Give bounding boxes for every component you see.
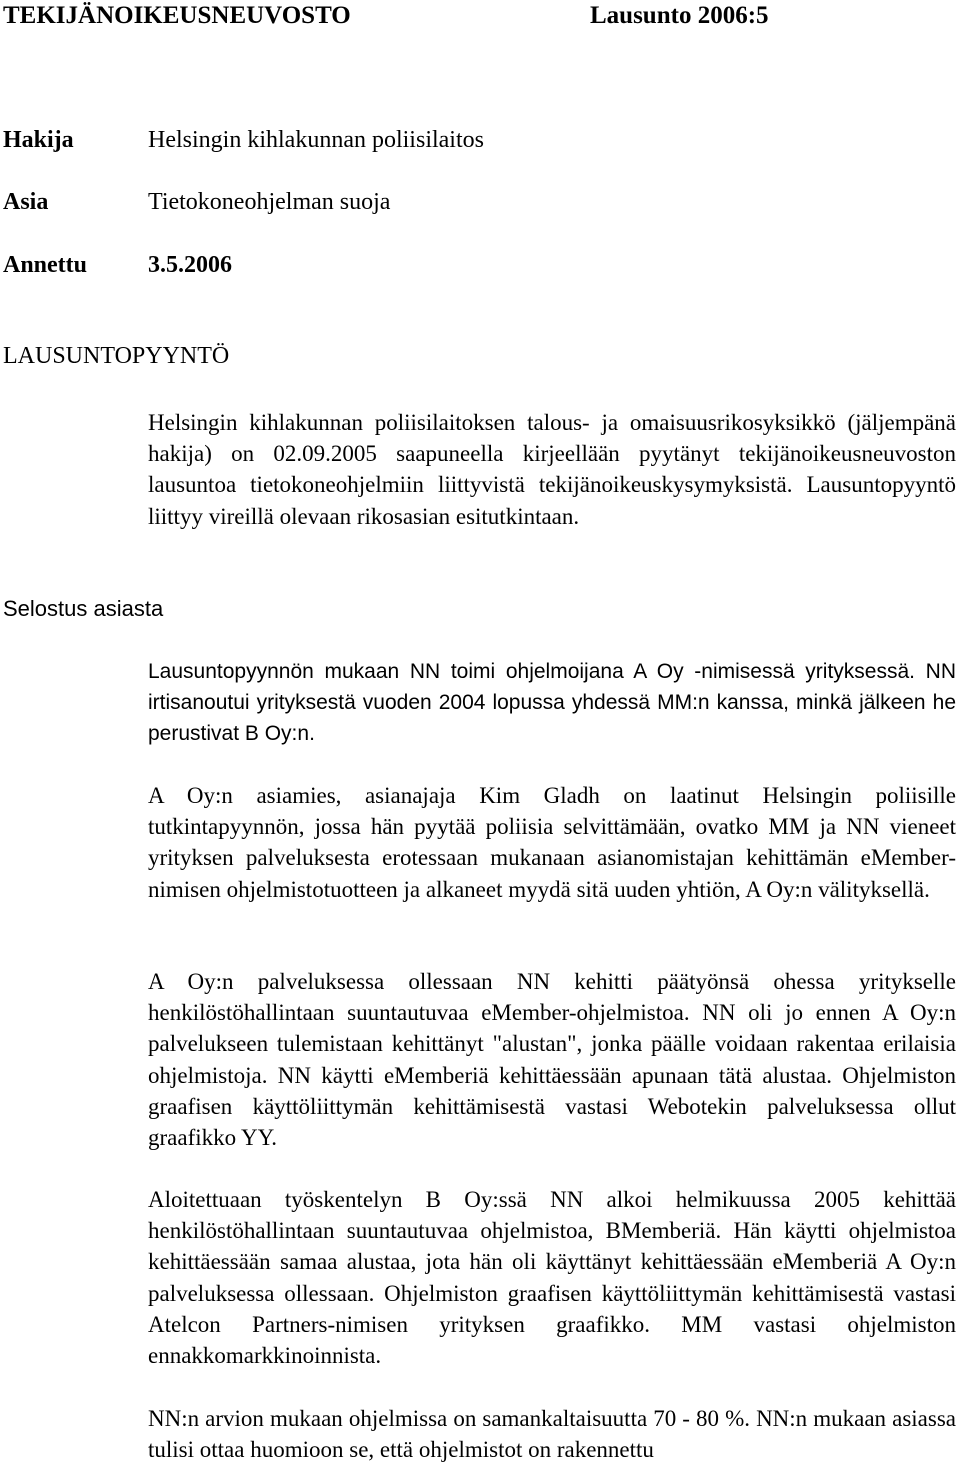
subject-value: Tietokoneohjelman suoja [148,189,391,215]
request-heading: LAUSUNTOPYYNTÖ [3,343,230,369]
case-paragraph-4: Aloitettuaan työskentelyn B Oy:ssä NN alkoi helmikuussa 2005 kehittää henkilöstöhallintaan suuntautuvaa ohjelmistoa, BMemberiä. Hän käytti ohjelmistoa kehittäessään samaa alustaa, jota hän oli käyttänyt kehittäessään eMemberiä A Oy:n palveluksessa ollessaan. Ohjelmiston graafisen käyttöliittymän kehittämisestä vastasi Atelcon Partners-nimisen yrityksen graafikko. MM vastasi ohjelmiston ennakkomarkkinoinnista. [148,1187,956,1369]
statement-number: Lausunto 2006:5 [590,2,769,29]
case-heading: Selostus asiasta [3,596,164,621]
case-paragraph-2: A Oy:n asiamies, asianajaja Kim Gladh on laatinut Helsingin poliisille tutkintapyynnön, jossa hän pyytää poliisia selvittämään, ovatko MM ja NN vieneet yrityksen palveluksesta erotessaan mukanaan asianomistajan kehittämän eMember-nimisen ohjelmistotuotteen ja alkaneet myydä sitä uuden yhtiön, A Oy:n välityksellä. [148,783,956,902]
case-paragraph-1: Lausuntopyynnön mukaan NN toimi ohjelmoijana A Oy -nimisessä yrityksessä. NN irtisanoutui yrityksestä vuoden 2004 lopussa yhdessä MM:n kanssa, minkä jälkeen he perustivat B Oy:n. [148,660,956,746]
given-label: Annettu [3,252,88,278]
applicant-label: Hakija [3,127,74,153]
case-paragraph-5: NN:n arvion mukaan ohjelmissa on samankaltaisuutta 70 - 80 %. NN:n mukaan asiassa tulisi ottaa huomioon se, että ohjelmistot on rakennettu [148,1406,956,1463]
given-date: 3.5.2006 [148,252,232,278]
subject-label: Asia [3,189,49,215]
request-paragraph: Helsingin kihlakunnan poliisilaitoksen talous- ja omaisuusrikosyksikkö (jäljempänä hakija) on 02.09.2005 saapuneella kirjeellään pyytänyt tekijänoikeusneuvoston lausuntoa tietokoneohjelmiin liittyvistä tekijänoikeuskysymyksistä. Lausuntopyyntö liittyy vireillä olevaan rikosasian esitutkintaan. [148,410,956,529]
applicant-value: Helsingin kihlakunnan poliisilaitos [148,127,484,153]
organization-name: TEKIJÄNOIKEUSNEUVOSTO [3,2,351,29]
case-paragraph-3: A Oy:n palveluksessa ollessaan NN kehitti päätyönsä ohessa yritykselle henkilöstöhallintaan suuntautuvaa eMember-ohjelmistoa. NN oli jo ennen A Oy:n palvelukseen tulemistaan kehittänyt "alustan", jonka päälle voidaan rakentaa erilaisia ohjelmistoja. NN käytti eMemberiä kehittäessään apunaan tätä alustaa. Ohjelmiston graafisen käyttöliittymän kehittämisestä vastasi Webotekin palveluksessa ollut graafikko YY. [148,969,956,1151]
